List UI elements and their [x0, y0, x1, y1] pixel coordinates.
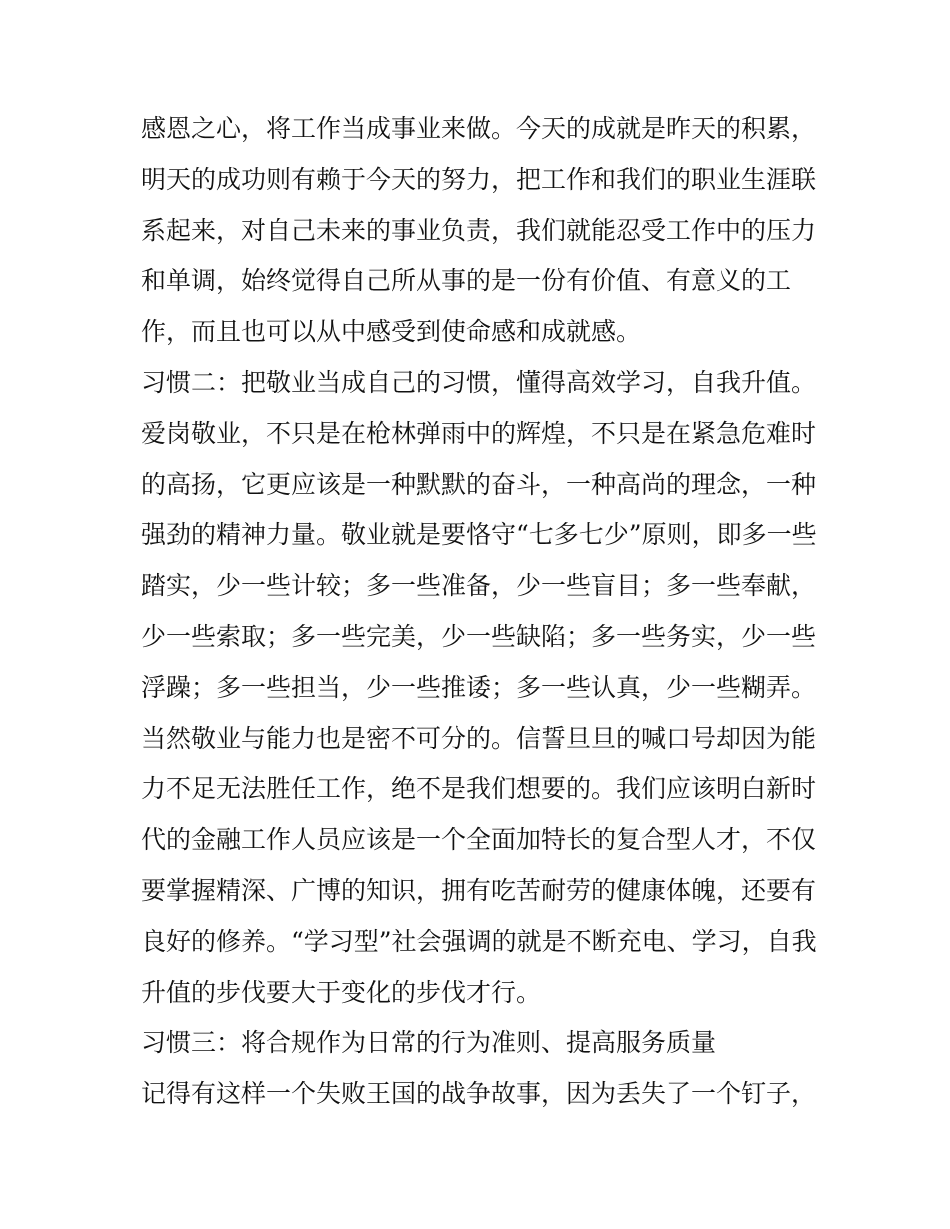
text-line: 力不足无法胜任工作，绝不是我们想要的。我们应该明白新时 — [141, 774, 817, 804]
text-line: 良好的修养。“学习型”社会强调的就是不断充电、学习，自我 — [141, 926, 817, 956]
text-line: 系起来，对自己未来的事业负责，我们就能忍受工作中的压力 — [141, 215, 817, 245]
text-line: 感恩之心，将工作当成事业来做。今天的成就是昨天的积累， — [141, 114, 817, 143]
text-line: 代的金融工作人员应该是一个全面加特长的复合型人才，不仅 — [141, 825, 817, 855]
text-line: 少一些索取；多一些完美，少一些缺陷；多一些务实，少一些 — [141, 621, 817, 651]
section-heading: 习惯二：把敬业当成自己的习惯，懂得高效学习，自我升值。 — [141, 367, 817, 397]
text-line: 当然敬业与能力也是密不可分的。信誓旦旦的喊口号却因为能 — [141, 723, 817, 753]
text-line: 浮躁；多一些担当，少一些推诿；多一些认真，少一些糊弄。 — [141, 672, 817, 702]
text-line: 的高扬，它更应该是一种默默的奋斗，一种高尚的理念，一种 — [141, 469, 817, 499]
text-line: 作，而且也可以从中感受到使命感和成就感。 — [141, 317, 642, 347]
section-heading: 习惯三：将合规作为日常的行为准则、提高服务质量 — [141, 1028, 717, 1058]
text-line: 明天的成功则有赖于今天的努力，把工作和我们的职业生涯联 — [141, 164, 817, 194]
text-line: 要掌握精深、广博的知识，拥有吃苦耐劳的健康体魄，还要有 — [141, 875, 817, 905]
text-line: 升值的步伐要大于变化的步伐才行。 — [141, 977, 542, 1007]
text-line: 记得有这样一个失败王国的战争故事，因为丢失了一个钉子， — [141, 1079, 817, 1109]
text-line: 爱岗敬业，不只是在枪林弹雨中的辉煌，不只是在紧急危难时 — [141, 418, 817, 448]
text-line: 踏实，少一些计较；多一些准备，少一些盲目；多一些奉献， — [141, 571, 817, 601]
text-line: 和单调，始终觉得自己所从事的是一份有价值、有意义的工 — [141, 266, 792, 296]
text-line: 强劲的精神力量。敬业就是要恪守“七多七少”原则，即多一些 — [141, 520, 817, 550]
document-body — [141, 104, 817, 1120]
